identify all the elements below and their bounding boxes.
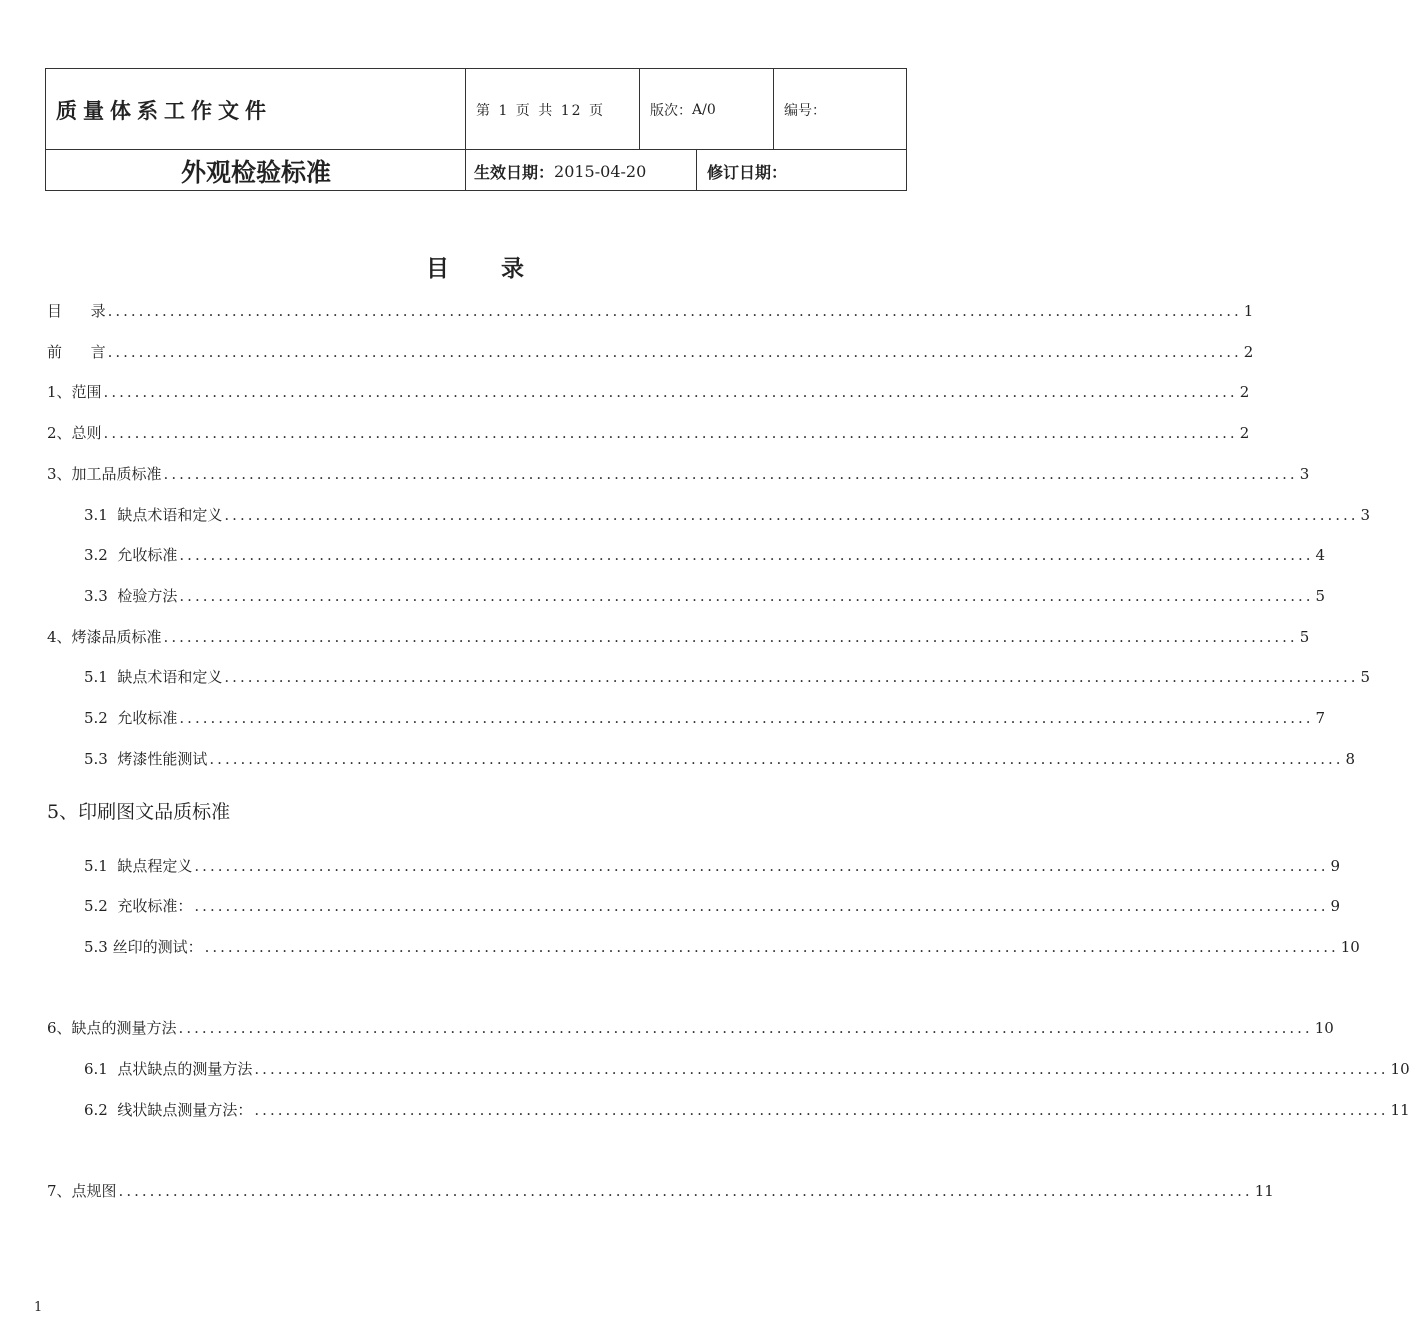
toc-entry-text: 6.1 点状缺点的测量方法: [84, 1060, 253, 1078]
toc-entry-text: 4、烤漆品质标准: [47, 628, 162, 646]
toc-leader-dots: ..................................................................................................................................................: [179, 546, 1314, 564]
toc-entry-page: 3: [1299, 465, 1310, 483]
toc-leader-dots: ..................................................................................................................................................: [163, 465, 1298, 483]
toc-entry-page: 7: [1315, 709, 1326, 727]
toc-entry[interactable]: [47, 422, 1250, 444]
toc-entry[interactable]: [84, 585, 1326, 607]
toc-entry[interactable]: [47, 300, 1254, 322]
toc-entry-page: 9: [1330, 857, 1341, 875]
toc-entry-page: 10: [1314, 1019, 1334, 1037]
toc-entry[interactable]: [84, 544, 1326, 566]
toc-leader-dots: ..................................................................................................................................................: [163, 628, 1298, 646]
toc-entry[interactable]: [84, 504, 1371, 526]
toc-entry-page: 2: [1243, 343, 1254, 361]
toc-entry-text: 前 言: [47, 343, 106, 361]
toc-leader-dots: ..................................................................................................................................................: [209, 750, 1344, 768]
quality-system-label: 质量体系工作文件: [56, 98, 272, 123]
toc-leader-dots: ..................................................................................................................................................: [194, 857, 1329, 875]
toc-leader-dots: ..................................................................................................................................................: [254, 1060, 1389, 1078]
toc-entry-page: 2: [1239, 424, 1250, 442]
footer-page-number: 1: [34, 1300, 43, 1315]
toc-entry-text: 5.1 缺点术语和定义: [84, 668, 223, 686]
toc-entry[interactable]: [47, 1180, 1274, 1202]
toc-entry-text: 3.1 缺点术语和定义: [84, 506, 223, 524]
version-cell: [640, 69, 774, 150]
document-number-label: 编号：: [784, 102, 826, 119]
version-label: 版次：: [650, 102, 692, 119]
toc-entry-text: 5.2 允收标准: [84, 709, 178, 727]
document-title: 外观检验标准: [180, 158, 331, 187]
toc-entry-text: 6.2 线状缺点测量方法：: [84, 1101, 253, 1119]
toc-leader-dots: ..................................................................................................................................................: [224, 506, 1359, 524]
toc-entry-text: 5.3 丝印的测试：: [84, 938, 203, 956]
toc-entry[interactable]: [84, 707, 1326, 729]
effective-date-value: 2015-04-20: [554, 161, 647, 181]
toc-entry-text: 3.2 允收标准: [84, 546, 178, 564]
toc-leader-dots: ..................................................................................................................................................: [179, 709, 1314, 727]
toc-entry-page: 9: [1330, 897, 1341, 915]
toc-entry[interactable]: [84, 895, 1341, 917]
toc-entry-text: 6、缺点的测量方法: [47, 1019, 177, 1037]
toc-leader-dots: ..................................................................................................................................................: [194, 897, 1329, 915]
toc-leader-dots: ..................................................................................................................................................: [118, 1182, 1253, 1200]
toc-entry[interactable]: [47, 1017, 1334, 1039]
toc-entry[interactable]: [47, 626, 1310, 648]
toc-leader-dots: ..................................................................................................................................................: [224, 668, 1359, 686]
document-header-table: [45, 68, 907, 191]
toc-leader-dots: ..................................................................................................................................................: [103, 424, 1238, 442]
toc-entry[interactable]: [47, 463, 1310, 485]
toc-entry-text: 1、范围: [47, 383, 102, 401]
toc-entry[interactable]: [84, 936, 1360, 958]
toc-entry-page: 3: [1360, 506, 1371, 524]
toc-entry-page: 1: [1243, 302, 1254, 320]
toc-entry-text: 7、点规图: [47, 1182, 117, 1200]
toc-entry[interactable]: [84, 666, 1371, 688]
toc-entry[interactable]: [84, 1058, 1410, 1080]
toc-entry-text: 3、加工品质标准: [47, 465, 162, 483]
toc-entry-page: 2: [1239, 383, 1250, 401]
toc-entry-page: 11: [1390, 1101, 1410, 1119]
toc-entry[interactable]: [47, 341, 1254, 363]
toc-entry-page: 10: [1340, 938, 1360, 956]
toc-leader-dots: ..................................................................................................................................................: [107, 302, 1242, 320]
toc-leader-dots: ..................................................................................................................................................: [204, 938, 1339, 956]
toc-title: 目 录: [425, 256, 546, 282]
version-value: A/0: [692, 101, 716, 118]
toc-entry[interactable]: [84, 748, 1356, 770]
toc-entry-page: 5: [1299, 628, 1310, 646]
toc-entry-text: 5.3 烤漆性能测试: [84, 750, 208, 768]
revision-date-label: 修订日期：: [707, 162, 788, 182]
toc-entry-text: 2、总则: [47, 424, 102, 442]
toc-entry-page: 10: [1390, 1060, 1410, 1078]
toc-entry-page: 8: [1345, 750, 1356, 768]
toc-section-heading[interactable]: 5、印刷图文品质标准: [47, 801, 231, 823]
page-info: 第 1 页 共 12 页: [476, 102, 605, 119]
toc-entry-page: 11: [1254, 1182, 1274, 1200]
toc-leader-dots: ..................................................................................................................................................: [254, 1101, 1389, 1119]
toc-leader-dots: ..................................................................................................................................................: [179, 587, 1314, 605]
toc-entry-text: 5.2 充收标准：: [84, 897, 193, 915]
effective-date-label: 生效日期：: [474, 162, 555, 182]
toc-entry-text: 5.1 缺点程定义: [84, 857, 193, 875]
toc-entry-page: 4: [1315, 546, 1326, 564]
toc-entry-page: 5: [1360, 668, 1371, 686]
toc-entry-page: 5: [1315, 587, 1326, 605]
toc-entry[interactable]: [84, 855, 1341, 877]
toc-entry[interactable]: [47, 381, 1250, 403]
toc-entry-text: 3.3 检验方法: [84, 587, 178, 605]
toc-leader-dots: ..................................................................................................................................................: [103, 383, 1238, 401]
toc-leader-dots: ..................................................................................................................................................: [178, 1019, 1313, 1037]
toc-entry-text: 目 录: [47, 302, 106, 320]
toc-entry[interactable]: [84, 1099, 1410, 1121]
effective-date-cell: [466, 150, 697, 192]
toc-leader-dots: ..................................................................................................................................................: [107, 343, 1242, 361]
